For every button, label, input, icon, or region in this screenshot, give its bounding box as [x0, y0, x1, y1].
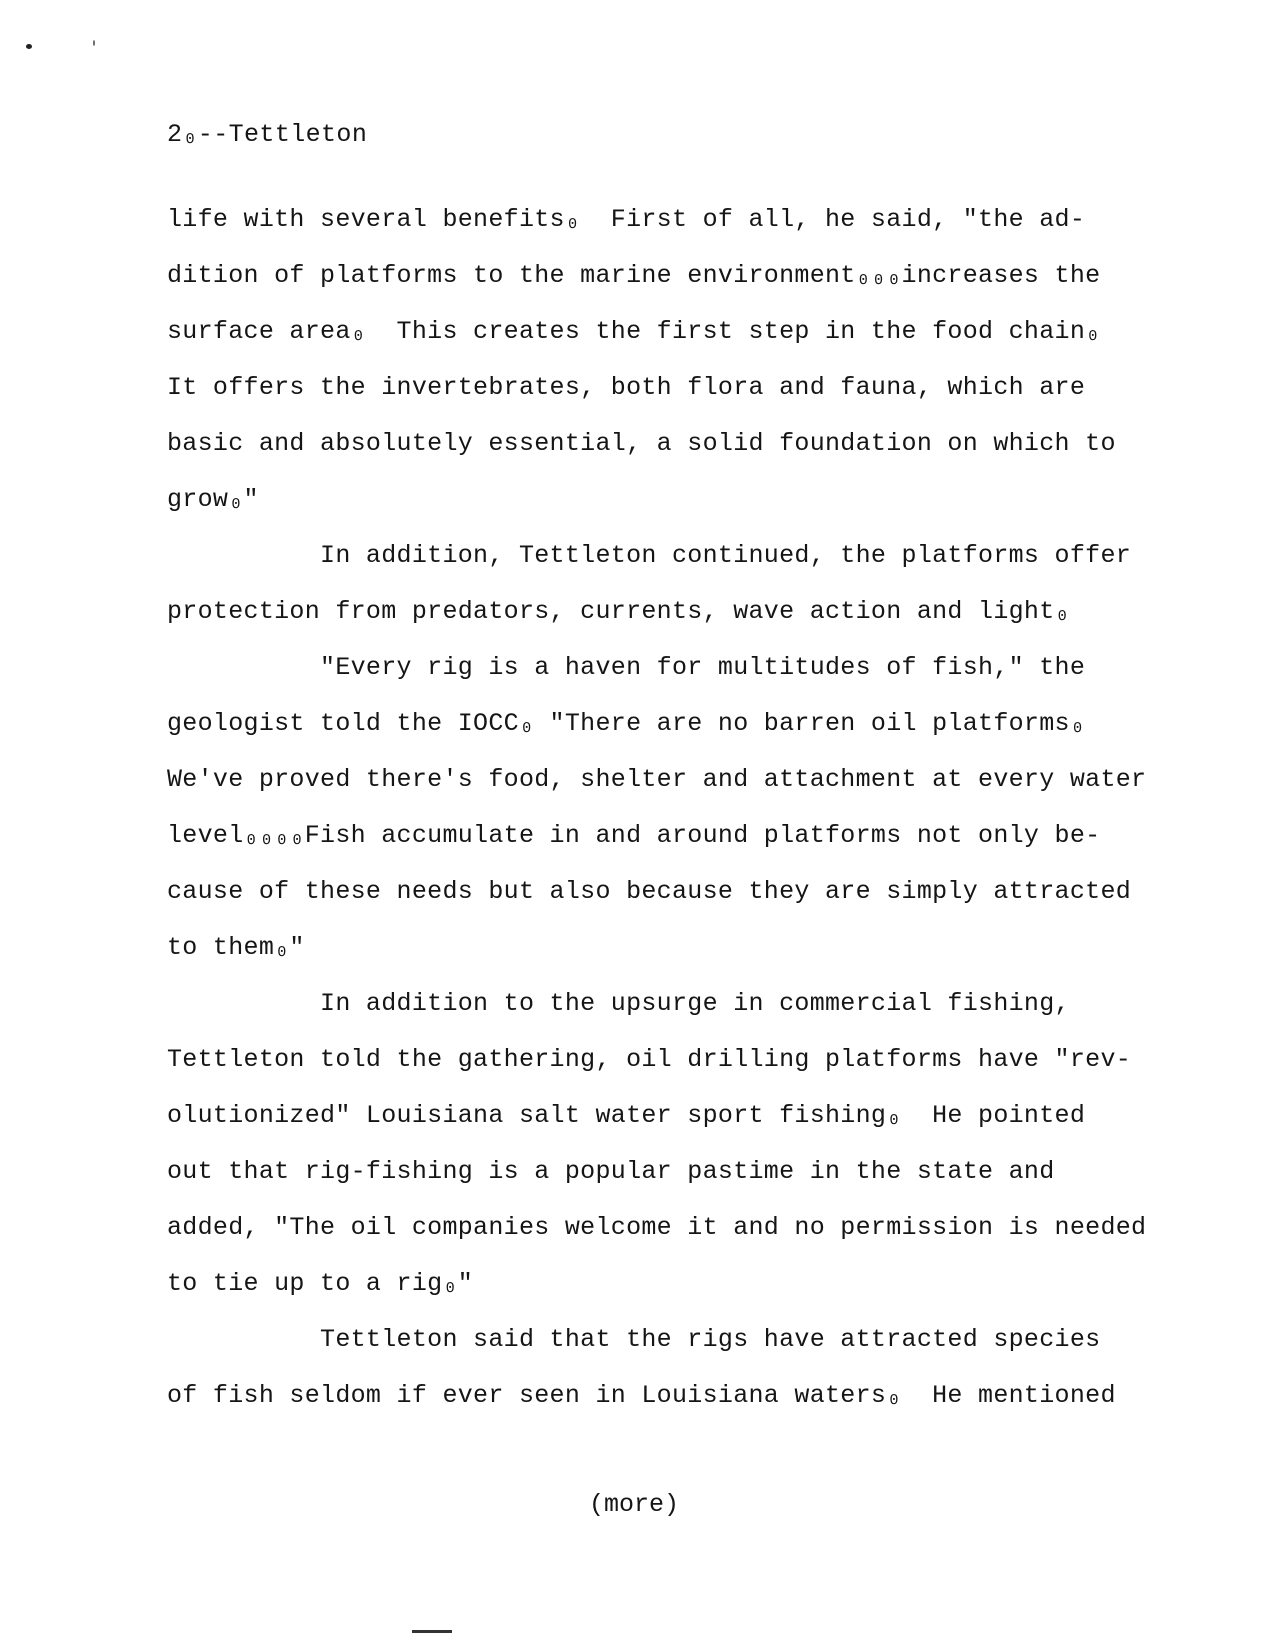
text-line: Tettleton said that the rigs have attracted species	[167, 1325, 1101, 1354]
text-line: level₀₀₀₀Fish accumulate in and around platforms not only be-	[167, 821, 1101, 850]
text-line: to tie up to a rig₀"	[167, 1269, 474, 1298]
text-line: out that rig-fishing is a popular pastime in the state and	[167, 1157, 1055, 1186]
text-line: "Every rig is a haven for multitudes of fish," the	[167, 653, 1086, 682]
text-line: to them₀"	[167, 933, 305, 962]
text-line: dition of platforms to the marine environment₀₀₀increases the	[167, 261, 1101, 290]
scan-speck	[26, 44, 32, 49]
text-line: added, "The oil companies welcome it and no permission is needed	[167, 1213, 1147, 1242]
text-line: cause of these needs but also because they are simply attracted	[167, 877, 1132, 906]
text-line: protection from predators, currents, wave action and light₀	[167, 597, 1070, 626]
text-line: We've proved there's food, shelter and attachment at every water	[167, 765, 1147, 794]
text-line: grow₀"	[167, 485, 259, 514]
text-line: It offers the invertebrates, both flora and fauna, which are	[167, 373, 1086, 402]
text-line: surface area₀ This creates the first step in the food chain₀	[167, 317, 1101, 346]
text-line: Tettleton told the gathering, oil drilling platforms have "rev-	[167, 1045, 1132, 1074]
text-line: basic and absolutely essential, a solid foundation on which to	[167, 429, 1116, 458]
continuation-marker: (more)	[588, 1490, 679, 1519]
text-line: In addition to the upsurge in commercial fishing,	[167, 989, 1070, 1018]
text-line: In addition, Tettleton continued, the platforms offer	[167, 541, 1132, 570]
scan-speck	[93, 40, 95, 46]
text-line: of fish seldom if ever seen in Louisiana waters₀ He mentioned	[167, 1381, 1116, 1410]
text-line: olutionized" Louisiana salt water sport fishing₀ He pointed	[167, 1101, 1086, 1130]
text-line: life with several benefits₀ First of all, he said, "the ad-	[167, 205, 1086, 234]
scan-edge-mark	[412, 1630, 452, 1633]
page-header: 2₀--Tettleton	[167, 120, 368, 149]
text-line: geologist told the IOCC₀ "There are no barren oil platforms₀	[167, 709, 1086, 738]
